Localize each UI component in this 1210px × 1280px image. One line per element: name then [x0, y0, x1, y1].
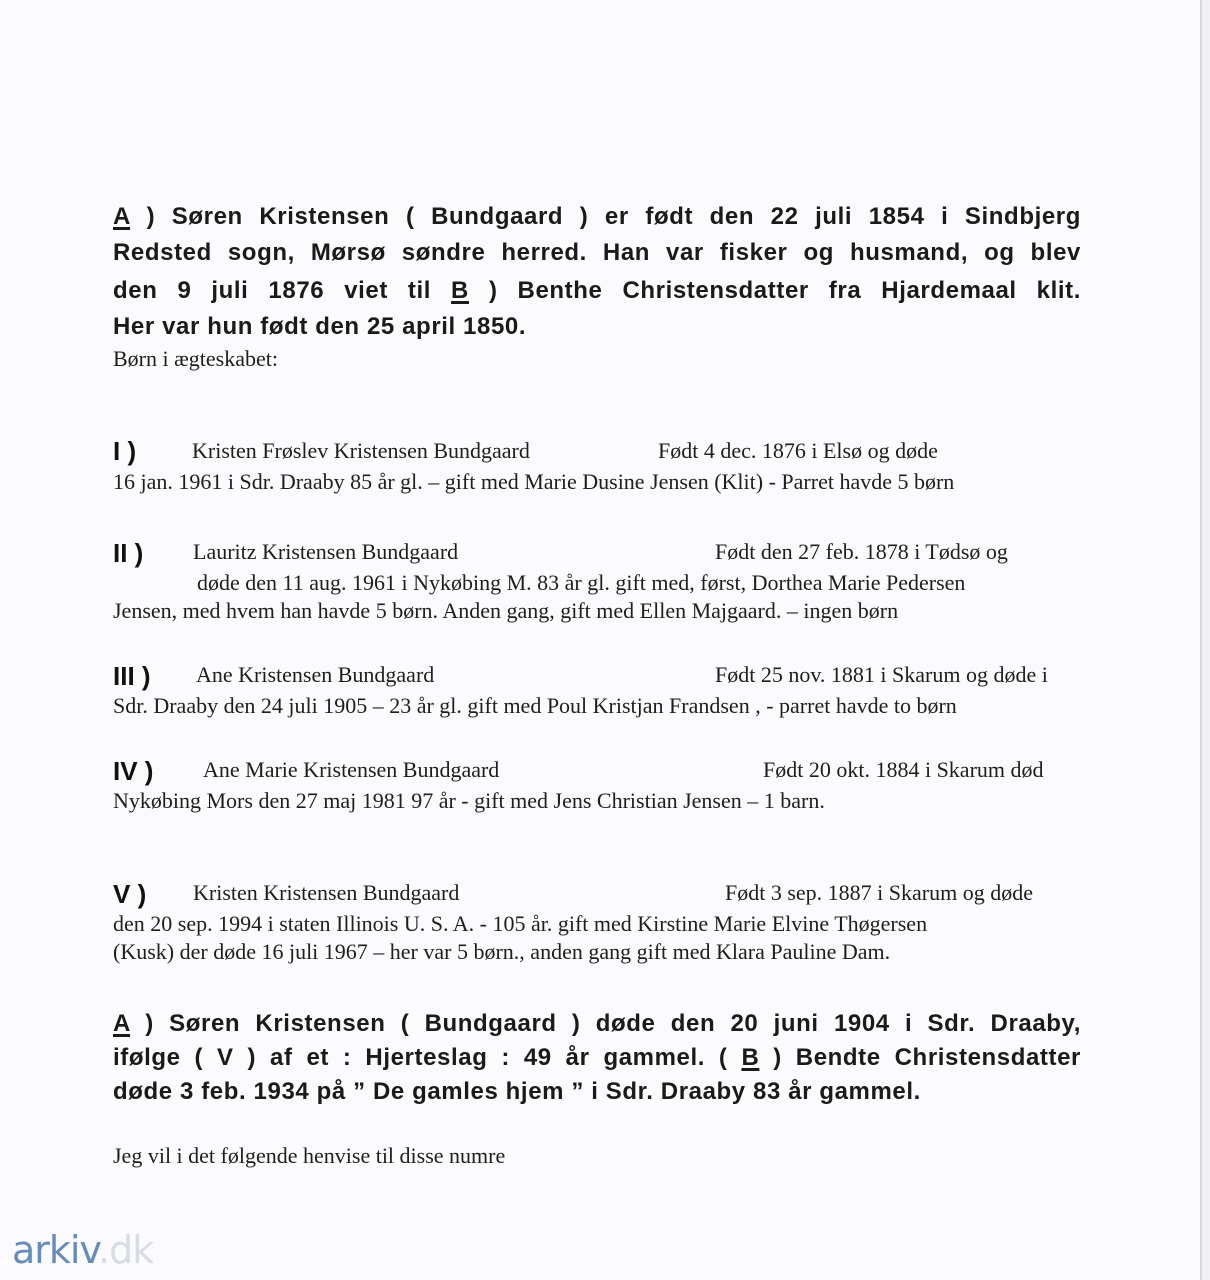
child-detail-1a: 16 jan. 1961 i Sdr. Draaby 85 år gl. – gift med Marie Dusine Jensen (Klit) - Parret havde 5 børn	[113, 469, 955, 494]
child-born-1: Født 4 dec. 1876 i Elsø og døde	[658, 438, 938, 463]
child-born-5: Født 3 sep. 1887 i Skarum og døde	[725, 880, 1033, 905]
child-detail-4a: Nykøbing Mors den 27 maj 1981 97 år - gift med Jens Christian Jensen – 1 barn.	[113, 788, 825, 813]
child-detail-2a: døde den 11 aug. 1961 i Nykøbing M. 83 år gl. gift med, først, Dorthea Marie Pedersen	[197, 570, 966, 595]
children-heading: Børn i ægteskabet:	[113, 346, 278, 371]
child-born-2: Født den 27 feb. 1878 i Tødsø og	[715, 539, 1008, 564]
marker-a: A	[113, 203, 131, 230]
child-numeral-5: V )	[113, 879, 147, 909]
child-numeral-3: III )	[113, 661, 151, 691]
child-name-3: Ane Kristensen Bundgaard	[196, 662, 435, 687]
marker-b: B	[451, 277, 469, 304]
child-name-4: Ane Marie Kristensen Bundgaard	[203, 757, 500, 782]
child-numeral-1: I )	[113, 436, 137, 466]
child-name-1: Kristen Frøslev Kristensen Bundgaard	[192, 438, 530, 463]
child-born-3: Født 25 nov. 1881 i Skarum og døde i	[715, 662, 1048, 687]
intro-line-3: den 9 juli 1876 viet til B ) Benthe Christensdatter fra Hjardemaal klit.	[113, 277, 1081, 304]
intro-line-4: Her var hun født den 25 april 1850.	[113, 313, 527, 340]
child-name-2: Lauritz Kristensen Bundgaard	[193, 539, 459, 564]
child-numeral-4: IV )	[113, 756, 154, 786]
child-name-5: Kristen Kristensen Bundgaard	[193, 880, 460, 905]
page-edge	[1202, 0, 1210, 1280]
marker-a: A	[113, 1010, 131, 1037]
summary-line-1: A ) Søren Kristensen ( Bundgaard ) døde den 20 juni 1904 i Sdr. Draaby,	[113, 1010, 1081, 1037]
child-numeral-2: II )	[113, 538, 144, 568]
child-born-4: Født 20 okt. 1884 i Skarum død	[763, 757, 1044, 782]
arkiv-watermark-logo: arkiv.dk	[12, 1228, 154, 1272]
child-detail-3a: Sdr. Draaby den 24 juli 1905 – 23 år gl. gift med Poul Kristjan Frandsen , - parret havde to børn	[113, 693, 957, 718]
summary-line-2: ifølge ( V ) af et : Hjerteslag : 49 år gammel. ( B ) Bendte Christensdatter	[113, 1044, 1081, 1071]
intro-line-2: Redsted sogn, Mørsø søndre herred. Han var fisker og husmand, og blev	[113, 239, 1081, 266]
intro-line-1: A ) Søren Kristensen ( Bundgaard ) er født den 22 juli 1854 i Sindbjerg	[113, 203, 1081, 230]
page-edge-line	[1200, 0, 1202, 1280]
child-detail-5a: den 20 sep. 1994 i staten Illinois U. S. A. - 105 år. gift med Kirstine Marie Elvine Thøgersen	[113, 911, 928, 936]
summary-line-3: døde 3 feb. 1934 på ” De gamles hjem ” i Sdr. Draaby 83 år gammel.	[113, 1078, 921, 1105]
child-detail-2b: Jensen, med hvem han havde 5 børn. Anden gang, gift med Ellen Majgaard. – ingen børn	[113, 598, 899, 623]
closing-line: Jeg vil i det følgende henvise til disse numre	[113, 1143, 506, 1168]
child-detail-5b: (Kusk) der døde 16 juli 1967 – her var 5 børn., anden gang gift med Klara Pauline Dam.	[113, 939, 891, 964]
marker-b: B	[741, 1044, 760, 1071]
